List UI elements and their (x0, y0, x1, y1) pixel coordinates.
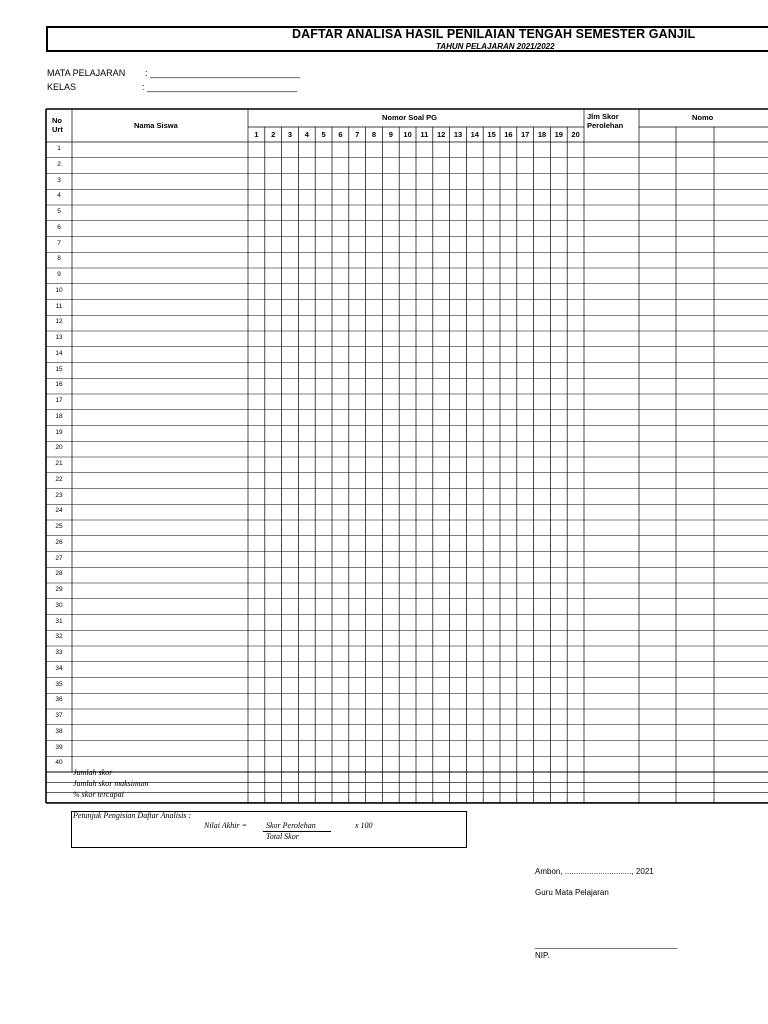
row-number: 30 (55, 601, 63, 609)
row-number: 14 (55, 349, 63, 357)
row-number: 40 (55, 759, 63, 767)
row-number: 6 (57, 223, 61, 231)
row-number: 10 (55, 286, 63, 294)
place-date: Ambon, .............................., 2021 (535, 867, 654, 876)
jumlah-skor-header: Jlm Skor Perolehan (587, 112, 624, 130)
document-title: DAFTAR ANALISA HASIL PENILAIAN TENGAH SEMESTER GANJIL (292, 27, 696, 41)
nip-label: NIP. (535, 951, 550, 960)
row-number: 8 (57, 255, 61, 263)
question-number: 10 (403, 130, 412, 139)
question-number: 4 (304, 130, 309, 139)
nomor-header-cut: Nomo (692, 113, 714, 122)
question-number: 7 (355, 130, 360, 139)
row-number: 2 (57, 160, 61, 168)
question-number: 2 (271, 130, 276, 139)
formula-label: Nilai Akhir = (204, 821, 248, 830)
kelas-label: KELAS (47, 82, 77, 92)
kelas-field: : ______________________________ (142, 82, 298, 92)
nama-siswa-header: Nama Siswa (134, 121, 178, 130)
row-number: 15 (55, 365, 63, 373)
row-number: 28 (55, 570, 63, 578)
question-number: 6 (338, 130, 343, 139)
question-number: 19 (554, 130, 563, 139)
question-number: 9 (388, 130, 393, 139)
jumlah-skor-label: Jumlah skor (73, 768, 113, 777)
row-number: 38 (55, 727, 63, 735)
row-number: 13 (55, 334, 63, 341)
row-number: 7 (57, 239, 61, 247)
question-number: 20 (571, 130, 580, 139)
row-number: 25 (55, 523, 63, 530)
row-number: 32 (55, 633, 63, 641)
row-number: 23 (55, 491, 63, 499)
row-number: 34 (55, 664, 63, 672)
row-number: 9 (57, 271, 61, 278)
signature-line: ________________________________ (535, 940, 678, 949)
no-urut-header: No Urt (52, 116, 63, 134)
question-number: 1 (254, 130, 259, 139)
row-number: 31 (55, 617, 63, 625)
row-number: 36 (55, 696, 63, 704)
row-number: 22 (55, 475, 63, 483)
row-number: 16 (55, 381, 63, 389)
persen-skor-label: % skor tercapai (73, 790, 124, 799)
question-number: 14 (470, 130, 479, 139)
instructions-heading: Petunjuk Pengisian Daftar Analisis : (73, 811, 192, 820)
row-number: 20 (55, 444, 63, 452)
row-number: 27 (55, 554, 63, 562)
mata-pelajaran-field: : ______________________________ (145, 68, 301, 78)
question-number: 13 (453, 130, 463, 139)
row-number: 17 (55, 397, 63, 404)
question-number: 16 (504, 130, 513, 139)
row-number: 29 (55, 586, 63, 593)
nomor-soal-header: Nomor Soal PG (382, 113, 438, 122)
row-number: 35 (55, 680, 63, 688)
question-number: 8 (371, 130, 377, 139)
row-number: 37 (55, 712, 63, 719)
row-number: 19 (55, 428, 63, 436)
question-number: 18 (537, 130, 547, 139)
question-number: 12 (437, 130, 446, 139)
row-number: 11 (55, 302, 63, 310)
document-subtitle: TAHUN PELAJARAN 2021/2022 (436, 42, 555, 51)
question-number: 3 (287, 130, 293, 139)
question-number: 17 (521, 130, 530, 139)
row-number: 3 (57, 176, 61, 184)
question-number: 5 (321, 130, 326, 139)
formula-numerator: Skor Perolehan (266, 821, 316, 830)
teacher-role: Guru Mata Pelajaran (535, 888, 609, 897)
question-number: 15 (487, 130, 496, 139)
row-number: 39 (55, 743, 63, 751)
row-number: 18 (55, 412, 63, 420)
row-number: 24 (55, 507, 63, 515)
row-number: 12 (55, 318, 63, 326)
row-number: 21 (55, 460, 63, 467)
formula-denominator: Total Skor (266, 832, 299, 841)
mata-pelajaran-label: MATA PELAJARAN (47, 68, 126, 78)
row-number: 4 (57, 192, 61, 200)
row-number: 5 (57, 208, 61, 215)
row-number: 33 (55, 649, 63, 656)
row-number: 1 (57, 145, 61, 152)
question-number: 11 (420, 130, 429, 139)
formula-multiplier: x 100 (355, 821, 373, 830)
jumlah-skor-maksimum-label: Jumlah skor maksimum (73, 779, 149, 788)
row-number: 26 (55, 538, 63, 546)
